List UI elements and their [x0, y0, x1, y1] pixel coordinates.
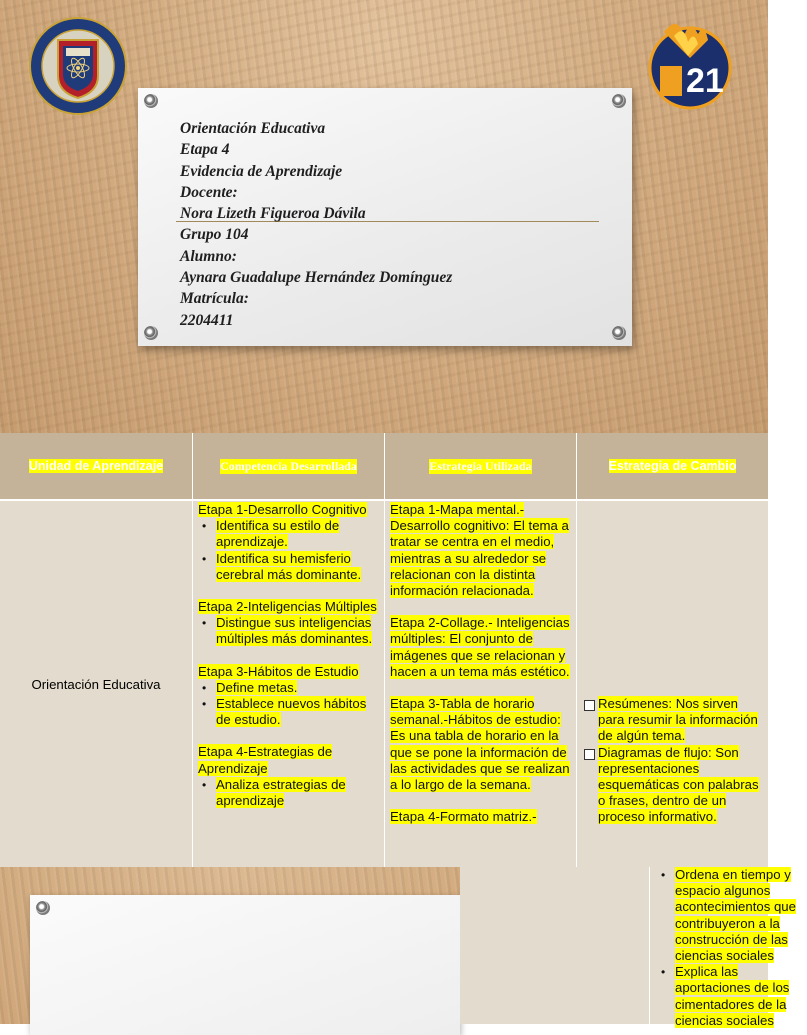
unit-name: Orientación Educativa	[31, 676, 161, 692]
title-card	[30, 895, 460, 1035]
student-name: Aynara Guadalupe Hernández Domínguez	[180, 269, 453, 287]
title-text	[180, 118, 620, 331]
unit-cell	[0, 501, 192, 867]
id-number: 2204411	[180, 311, 234, 329]
pushpin-icon	[612, 94, 626, 108]
list-item: • Distingue sus inteligencias múltiples más dominantes.	[198, 615, 380, 647]
header-cambio: Estrategia de Cambio	[577, 433, 768, 499]
next-table-preview	[460, 867, 796, 1028]
pushpin-icon	[144, 326, 158, 340]
list-item: Resúmenes: Nos sirven para resumir la información de algún tema.	[580, 696, 762, 745]
title-slide	[0, 0, 768, 433]
list-item: Diagramas de flujo: Son representaciones esquemáticas con palabras o frases, dentro de un proceso informativo.	[580, 745, 762, 826]
next-slide-preview	[0, 867, 460, 1024]
list-item: • Establece nuevos hábitos de estudio.	[198, 696, 380, 728]
estrategia-block: Etapa 1-Mapa mental.- Desarrollo cognitivo: El tema a tratar se centra en el medio, mientras a su alrededor se relacionan con la distinta información relacionada.	[390, 502, 569, 599]
list-item: • Identifica su estilo de aprendizaje.	[198, 518, 380, 550]
id-label: Matrícula:	[180, 290, 249, 308]
course-name: Orientación Educativa	[180, 120, 326, 137]
list-item: • Explica las aportaciones de los cimentadores de la ciencias sociales	[657, 964, 807, 1029]
prepa-21-logo-icon	[638, 14, 738, 114]
header-estrategia: Estrategia Utilizada	[385, 433, 576, 499]
title-card	[138, 88, 632, 346]
competencia-block: Etapa 2-Inteligencias Múltiples • Distingue sus inteligencias múltiples más dominantes.	[198, 599, 380, 648]
header-competencia: Competencia Desarrollada	[193, 433, 384, 499]
divider	[649, 867, 650, 1024]
list-item: • Analiza estrategias de aprendizaje	[198, 777, 380, 809]
competencia-block: Etapa 1-Desarrollo Cognitivo • Identifica su estilo de aprendizaje. • Identifica su hemisferio cerebral más dominante.	[198, 502, 380, 583]
estrategia-block: Etapa 2-Collage.- Inteligencias múltiples: El conjunto de imágenes que se relacionan y hacen a un tema más estético.	[390, 615, 570, 679]
estrategia-block: Etapa 3-Tabla de horario semanal.-Hábitos de estudio: Es una tabla de horario en la que se pone la información de las actividades que se realizan a lo largo de la semana.	[390, 696, 570, 793]
teacher-name: Nora Lizeth Figueroa Dávila	[180, 205, 366, 223]
document-type: Evidencia de Aprendizaje	[180, 162, 343, 180]
uanl-seal-icon	[28, 16, 128, 116]
header-unidad: Unidad de Aprendizaje	[0, 433, 192, 499]
cambio-cell	[580, 696, 762, 826]
pushpin-icon	[36, 901, 50, 915]
list-item: • Identifica su hemisferio cerebral más dominante.	[198, 551, 380, 583]
student-label: Alumno:	[180, 247, 237, 265]
estrategias-cell	[390, 502, 572, 841]
prepa-number: 21	[686, 62, 724, 100]
evidence-table	[0, 433, 768, 867]
list-item: • Ordena en tiempo y espacio algunos acontecimientos que contribuyeron a la construcción de las ciencias sociales	[657, 867, 807, 964]
competencias-cell	[198, 502, 380, 825]
competencia-block: Etapa 4-Estrategias de Aprendizaje • Analiza estrategias de aprendizaje	[198, 744, 380, 809]
competencias-cell	[657, 867, 807, 1029]
divider	[192, 433, 193, 867]
competencia-block: Etapa 3-Hábitos de Estudio • Define metas. • Establece nuevos hábitos de estudio.	[198, 664, 380, 729]
group: Grupo 104	[180, 226, 249, 244]
list-item: • Define metas.	[198, 680, 380, 696]
estrategia-block: Etapa 4-Formato matriz.-	[390, 809, 537, 825]
divider	[384, 433, 385, 867]
stage: Etapa 4	[180, 141, 230, 159]
pushpin-icon	[144, 94, 158, 108]
teacher-label: Docente:	[180, 183, 238, 201]
divider	[576, 433, 577, 867]
